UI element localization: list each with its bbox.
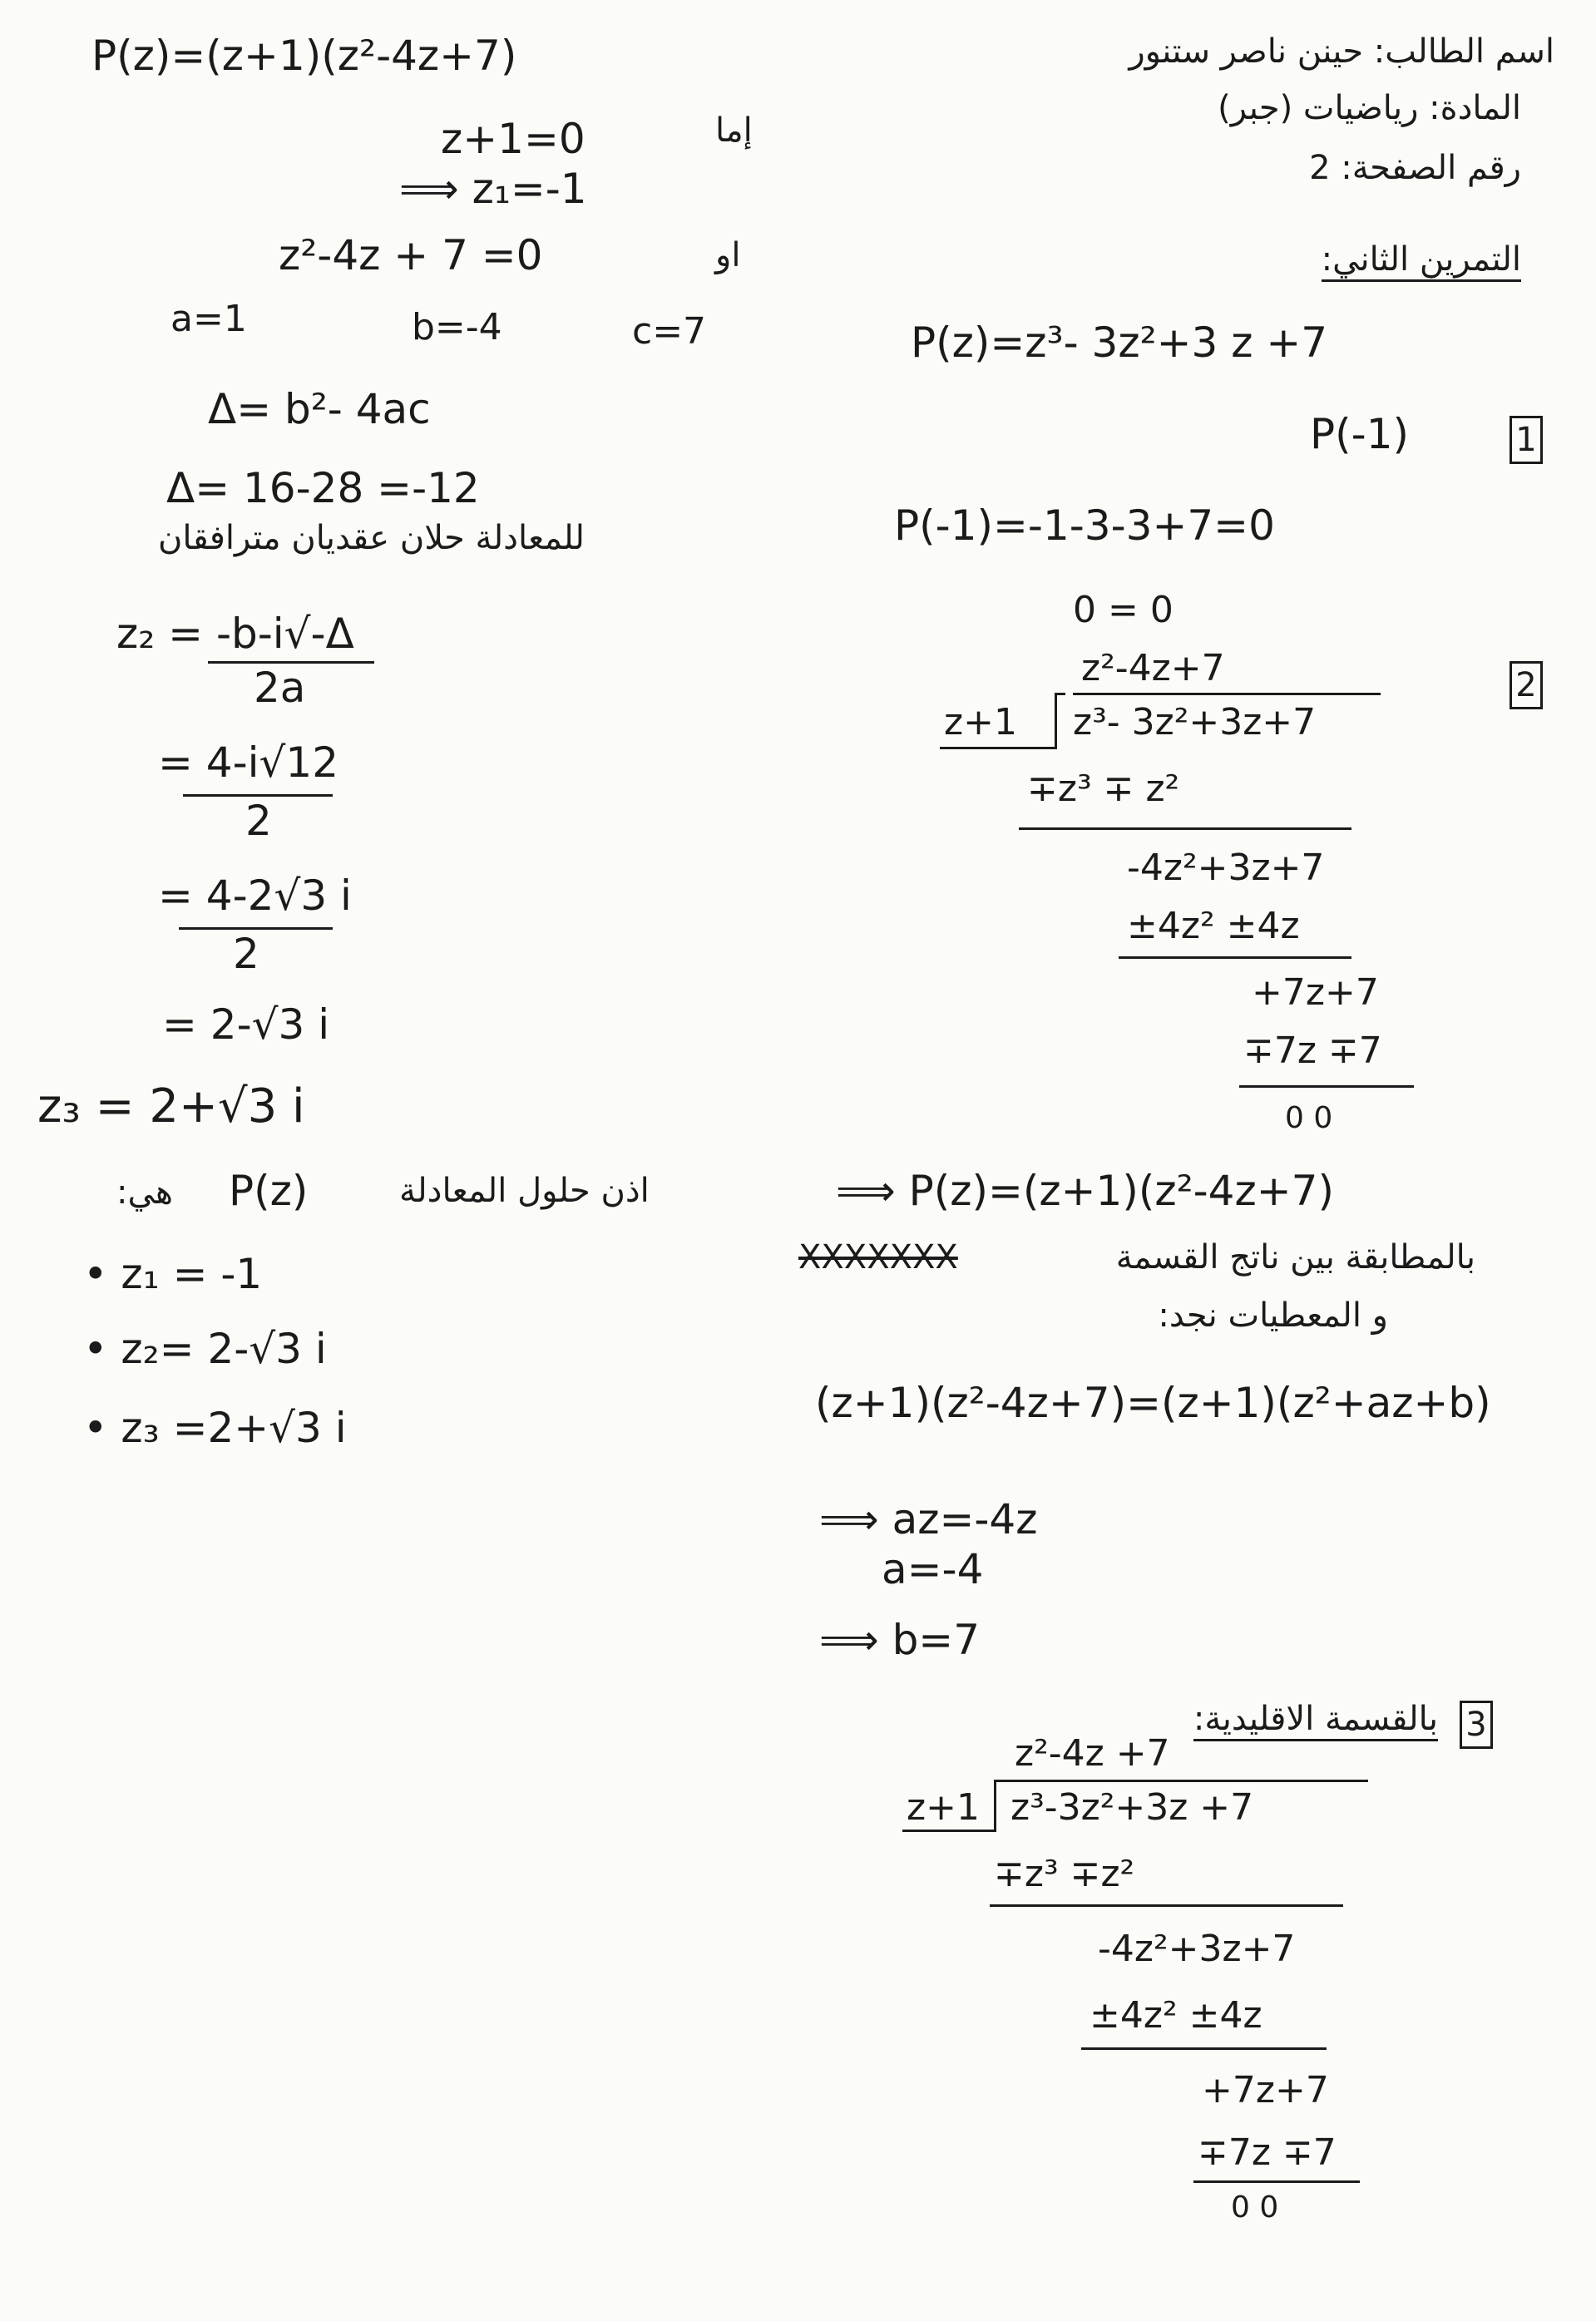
div2-quotient: z²-4z +7 xyxy=(1015,1732,1170,1775)
div1-quotient: z²-4z+7 xyxy=(1081,647,1225,689)
identification-note-2: و المعطيات نجد: xyxy=(1158,1296,1388,1335)
question-2-box: 2 xyxy=(1510,661,1543,709)
div2-line3 xyxy=(1193,2180,1360,2183)
identification-equation: (z+1)(z²-4z+7)=(z+1)(z²+az+b) xyxy=(815,1379,1491,1427)
q1-label: P(-1) xyxy=(1310,410,1410,458)
div1-divisor-line xyxy=(940,747,1056,749)
exercise-title: التمرين الثاني: xyxy=(1322,241,1521,282)
step2-numerator: = 4-2√3 i xyxy=(158,872,352,920)
polynomial: P(z)=z³- 3z²+3 z +7 xyxy=(911,319,1328,367)
div2-line1 xyxy=(990,1904,1343,1907)
coef-a: a=1 xyxy=(170,298,247,340)
equation-1: z+1=0 xyxy=(441,115,586,163)
div1-sub1: ∓z³ ∓ z² xyxy=(1027,768,1180,810)
coef-a-value: a=-4 xyxy=(882,1545,984,1593)
left-factor: P(z)=(z+1)(z²-4z+7) xyxy=(91,32,517,80)
coef-b-value: ⟹ b=7 xyxy=(819,1616,981,1664)
coef-a-step: ⟹ az=-4z xyxy=(819,1495,1038,1543)
step2-denominator: 2 xyxy=(233,930,259,978)
div2-sub2: ±4z² ±4z xyxy=(1090,1994,1262,2037)
root-3: • z₃ =2+√3 i xyxy=(83,1404,347,1452)
page-number: رقم الصفحة: 2 xyxy=(1309,149,1521,187)
div2-bracket xyxy=(994,1780,1005,1832)
z2-numerator: z₂ = -b-i√-Δ xyxy=(116,610,354,658)
step1-denominator: 2 xyxy=(245,797,272,845)
div1-sub2: ±4z² ±4z xyxy=(1127,905,1300,947)
equation-2: z²-4z + 7 =0 xyxy=(279,231,543,279)
div2-divisor-line xyxy=(902,1830,994,1832)
div2-sub1: ∓z³ ∓z² xyxy=(994,1853,1135,1895)
q3-label: بالقسمة الاقليدية: xyxy=(1193,1701,1438,1741)
solution-1: ⟹ z₁=-1 xyxy=(399,165,587,213)
coef-c: c=7 xyxy=(632,310,707,353)
div1-line1 xyxy=(1019,827,1351,830)
conclusion: اذن حلول المعادلة xyxy=(399,1172,650,1210)
div1-bracket xyxy=(1055,693,1065,749)
either: إما xyxy=(715,111,753,150)
pz-label: P(z) xyxy=(229,1167,309,1215)
div1-dividend: z³- 3z²+3z+7 xyxy=(1073,701,1317,743)
delta-value: Δ= 16-28 =-12 xyxy=(166,464,480,512)
question-3-box: 3 xyxy=(1460,1701,1493,1749)
div2-rem2: +7z+7 xyxy=(1202,2069,1329,2111)
z3-solution: z₃ = 2+√3 i xyxy=(37,1079,305,1133)
step3: = 2-√3 i xyxy=(162,1000,330,1049)
z2-denominator: 2a xyxy=(254,664,306,712)
conclusion-hiya: هي: xyxy=(116,1173,173,1212)
delta-definition: Δ= b²- 4ac xyxy=(208,385,431,433)
identification-note: بالمطابقة بين ناتج القسمة xyxy=(1115,1238,1475,1277)
div1-quotient-line xyxy=(1073,693,1381,695)
div1-line3 xyxy=(1239,1085,1414,1088)
div2-rem3: 0 0 xyxy=(1231,2190,1279,2225)
subject: المادة: رياضيات (جبر) xyxy=(1218,89,1521,127)
div2-sub3: ∓7z ∓7 xyxy=(1198,2131,1337,2174)
q1-evaluation: P(-1)=-1-3-3+7=0 xyxy=(894,501,1275,550)
q1-result: 0 = 0 xyxy=(1073,589,1174,631)
div1-divisor: z+1 xyxy=(944,701,1017,743)
div2-dividend: z³-3z²+3z +7 xyxy=(1010,1786,1254,1829)
crossed-out-text: XXXXXXX xyxy=(798,1238,958,1277)
or: او xyxy=(715,236,741,274)
div2-rem1: -4z²+3z+7 xyxy=(1098,1928,1296,1970)
coef-b: b=-4 xyxy=(412,306,502,348)
factored-form: ⟹ P(z)=(z+1)(z²-4z+7) xyxy=(836,1167,1334,1215)
step1-numerator: = 4-i√12 xyxy=(158,738,339,787)
div2-line2 xyxy=(1081,2047,1327,2050)
root-2: • z₂= 2-√3 i xyxy=(83,1325,327,1373)
root-1: • z₁ = -1 xyxy=(83,1250,263,1298)
div1-rem2: +7z+7 xyxy=(1252,971,1379,1014)
div1-sub3: ∓7z ∓7 xyxy=(1243,1030,1382,1072)
student-name: اسم الطالب: حينن ناصر ستنور xyxy=(1129,32,1554,71)
delta-note: للمعادلة حلان عقديان مترافقان xyxy=(158,519,585,557)
question-1-box: 1 xyxy=(1510,416,1543,464)
div1-line2 xyxy=(1119,956,1351,959)
div2-quotient-line xyxy=(1002,1780,1368,1782)
div2-divisor: z+1 xyxy=(907,1786,980,1829)
div1-rem3: 0 0 xyxy=(1285,1101,1333,1135)
div1-rem1: -4z²+3z+7 xyxy=(1127,847,1325,889)
